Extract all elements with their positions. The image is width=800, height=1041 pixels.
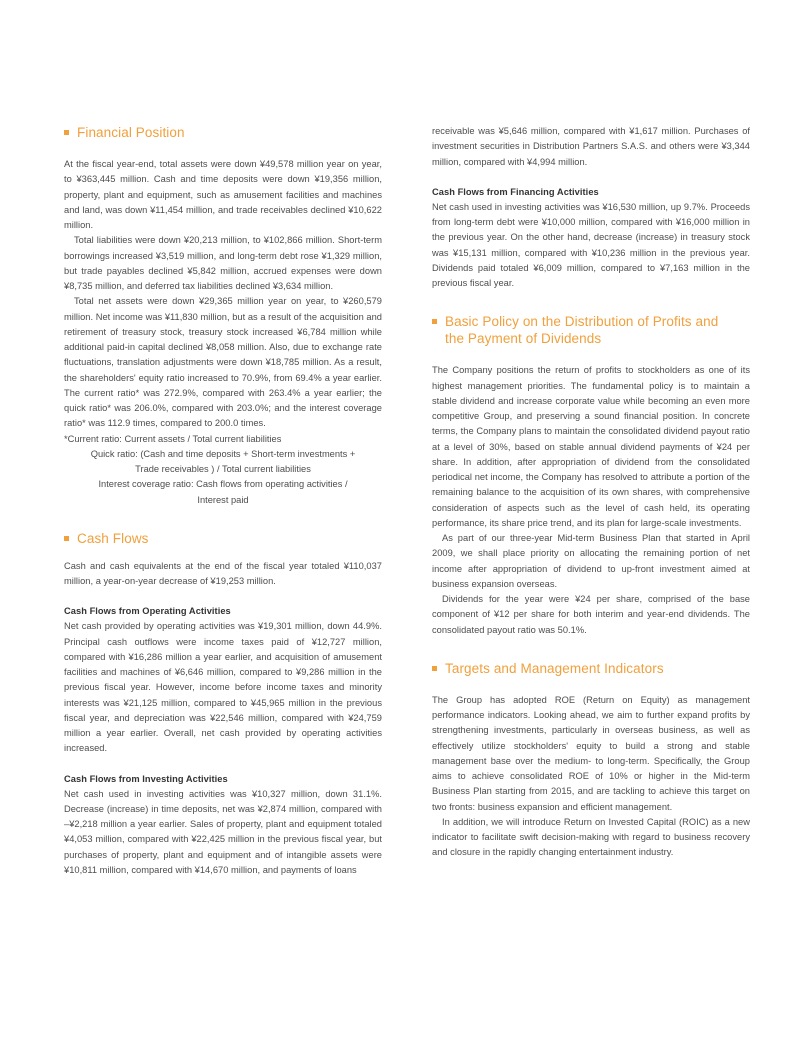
paragraph-financing-activities: Net cash used in investing activities was ¥16,530 million, up 9.7%. Proceeds from long-term debt were ¥10,000 million, compared with ¥16,000 million in the previous year. On the other hand, decrease (increase) in treasury stock was ¥15,131 million, compared with ¥10,236 million in the previous year. Dividends paid totaled ¥6,009 million, compared to ¥7,163 million in the previous fiscal year. xyxy=(432,201,750,288)
paragraph-investing-activities: Net cash used in investing activities was ¥10,327 million, down 31.1%. Decrease (increase) in time deposits, net was ¥2,874 million, compared with –¥2,218 million a year earlier. Sales of property, plant and equipment totaled ¥4,053 million, compared with ¥22,425 million in the previous fiscal year, but purchases of property, plant and equipment and of intangible assets were ¥10,811 million, compared with ¥14,670 million, and payments of loans xyxy=(64,788,382,875)
section-heading-basic-policy-line1: Basic Policy on the Distribution of Profits and xyxy=(445,314,719,330)
section-heading-basic-policy-line2: the Payment of Dividends xyxy=(445,331,602,347)
footnote-interest-coverage-line2: Interest paid xyxy=(197,494,249,505)
right-column xyxy=(432,124,750,878)
footnote-quick-ratio-line2: Trade receivables ) / Total current liabilities xyxy=(135,464,311,474)
footnote-quick-ratio-line1: Quick ratio: (Cash and time deposits + Short-term investments + xyxy=(90,448,356,459)
paragraph-return-of-profits: The Company positions the return of profits to stockholders as one of its highest management priorities. The fundamental policy is to maintain a stable dividend and increase corporate value while becoming an even more competitive Group, and preserving a sound financial position. In concrete terms, the Company plans to maintain the consolidated dividend payout ratio at a level of 30%, based on stable annual dividend payments of ¥24 per share. In addition, after appropriation of dividend from the consolidated periodical net income, the Company has resolved to attribute a portion of the remaining balance to the acquisition of its own shares, with comprehensive consideration of aspects such as the level of cash held, its operating performance, its share price trend, and its plan for large-scale investments. xyxy=(432,365,750,528)
section-heading-financial-position-label: Financial Position xyxy=(77,125,185,140)
paragraph-operating-activities: Net cash provided by operating activities was ¥19,301 million, down 44.9%. Principal cash outflows were income taxes paid of ¥12,727 million, compared with ¥16,286 million a year earlier, and acquisition of amusement facilities and machines of ¥6,646 million, compared to ¥9,286 million in the previous fiscal year. However, income before income taxes and minority interests was ¥21,125 million, compared to ¥45,965 million in the previous fiscal year, and depreciation was ¥22,546 million, compared with ¥24,759 million a year earlier. Overall, net cash provided by operating activities increased. xyxy=(64,621,382,754)
section-heading-basic-policy xyxy=(432,313,750,347)
section-heading-cash-flows xyxy=(64,530,382,547)
spacer xyxy=(64,757,382,772)
spacer xyxy=(64,589,382,604)
section-heading-targets xyxy=(432,660,750,677)
section-heading-financial-position xyxy=(64,124,382,141)
paragraph-investing-continued: receivable was ¥5,646 million, compared with ¥1,617 million. Purchases of investment securities in Distribution Partners S.A.S. and others were ¥3,344 million, compared with ¥4,994 million. xyxy=(432,126,750,167)
paragraph-dividends-per-share: Dividends for the year were ¥24 per share, comprised of the base component of ¥12 per share for both interim and year-end dividends. The consolidated payout ratio was 50.1%. xyxy=(432,594,750,635)
square-bullet-icon xyxy=(64,536,69,541)
footnote-interest-coverage-line1: Interest coverage ratio: Cash flows from operating activities / xyxy=(98,479,348,490)
paragraph-midterm-plan: As part of our three-year Mid-term Business Plan that started in April 2009, we shall place priority on allocating the remaining portion of net income after appropriation of dividend to up-front investment aimed at business expansion overseas. xyxy=(432,533,750,589)
left-column xyxy=(64,124,382,878)
two-column-layout xyxy=(64,124,750,878)
paragraph-total-liabilities: Total liabilities were down ¥20,213 million, to ¥102,866 million. Short-term borrowings increased ¥3,519 million, and long-term debt rose ¥1,329 million, but trade payables declined ¥5,842 million, accrued expenses were down ¥8,735 million, and deferred tax liabilities declined ¥3,634 million. xyxy=(64,235,382,291)
section-heading-cash-flows-label: Cash Flows xyxy=(77,530,149,546)
section-heading-targets-label: Targets and Management Indicators xyxy=(445,660,664,676)
square-bullet-icon xyxy=(64,130,69,135)
paragraph-total-assets: At the fiscal year-end, total assets were down ¥49,578 million year on year, to ¥363,445 million. Cash and time deposits were down ¥19,356 million, property, plant and equipment, such as amusement facilities and machines and land, was down ¥11,454 million, and trade receivables declined ¥10,622 million. xyxy=(64,159,382,230)
spacer xyxy=(432,291,750,313)
subheading-financing-activities: Cash Flows from Financing Activities xyxy=(432,186,599,197)
spacer xyxy=(432,170,750,185)
square-bullet-icon xyxy=(432,319,437,324)
spacer xyxy=(432,638,750,660)
paragraph-total-net-assets: Total net assets were down ¥29,365 million year on year, to ¥260,579 million. Net income was ¥11,830 million, but as a result of the acquisition and retirement of treasury stock, treasury stock increased ¥6,784 million while additional paid-in capital declined ¥8,058 million. Also, due to exchange rate fluctuations, translation adjustments were down ¥18,785 million. As a result, the shareholders' equity ratio increased to 70.9%, from 69.4% a year earlier. The current ratio* was 272.9%, compared with 263.4% a year earlier; the quick ratio* was 206.0%, compared with 203.0%; and the interest coverage ratio* was 112.9 times, compared to 200.0 times. xyxy=(64,296,382,429)
spacer xyxy=(64,508,382,530)
subheading-operating-activities: Cash Flows from Operating Activities xyxy=(64,606,231,617)
paragraph-cash-equivalents: Cash and cash equivalents at the end of the fiscal year totaled ¥110,037 million, a year-on-year decrease of ¥19,253 million. xyxy=(64,560,382,586)
subheading-investing-activities: Cash Flows from Investing Activities xyxy=(64,773,228,784)
square-bullet-icon xyxy=(432,666,437,671)
paragraph-roic-indicator: In addition, we will introduce Return on Invested Capital (ROIC) as a new indicator to facilitate swift decision-making with regard to business recovery and closure in the rapidly changing entertainment industry. xyxy=(432,816,750,858)
footnote-current-ratio: *Current ratio: Current assets / Total current liabilities xyxy=(64,433,282,444)
paragraph-roe-indicators: The Group has adopted ROE (Return on Equity) as management performance indicators. Looking ahead, we aim to further expand profits by strengthening investments, particularly in overseas business, as well as effectively utilize stockholders' equity to build a strong and stable management base over the medium- to long-term. Specifically, the Group aims to achieve consolidated ROE of 10% or higher in the Mid-term Business Plan starting from 2015, and are tackling to achieve this target on two fronts: business expansion and efficient management. xyxy=(432,694,750,812)
